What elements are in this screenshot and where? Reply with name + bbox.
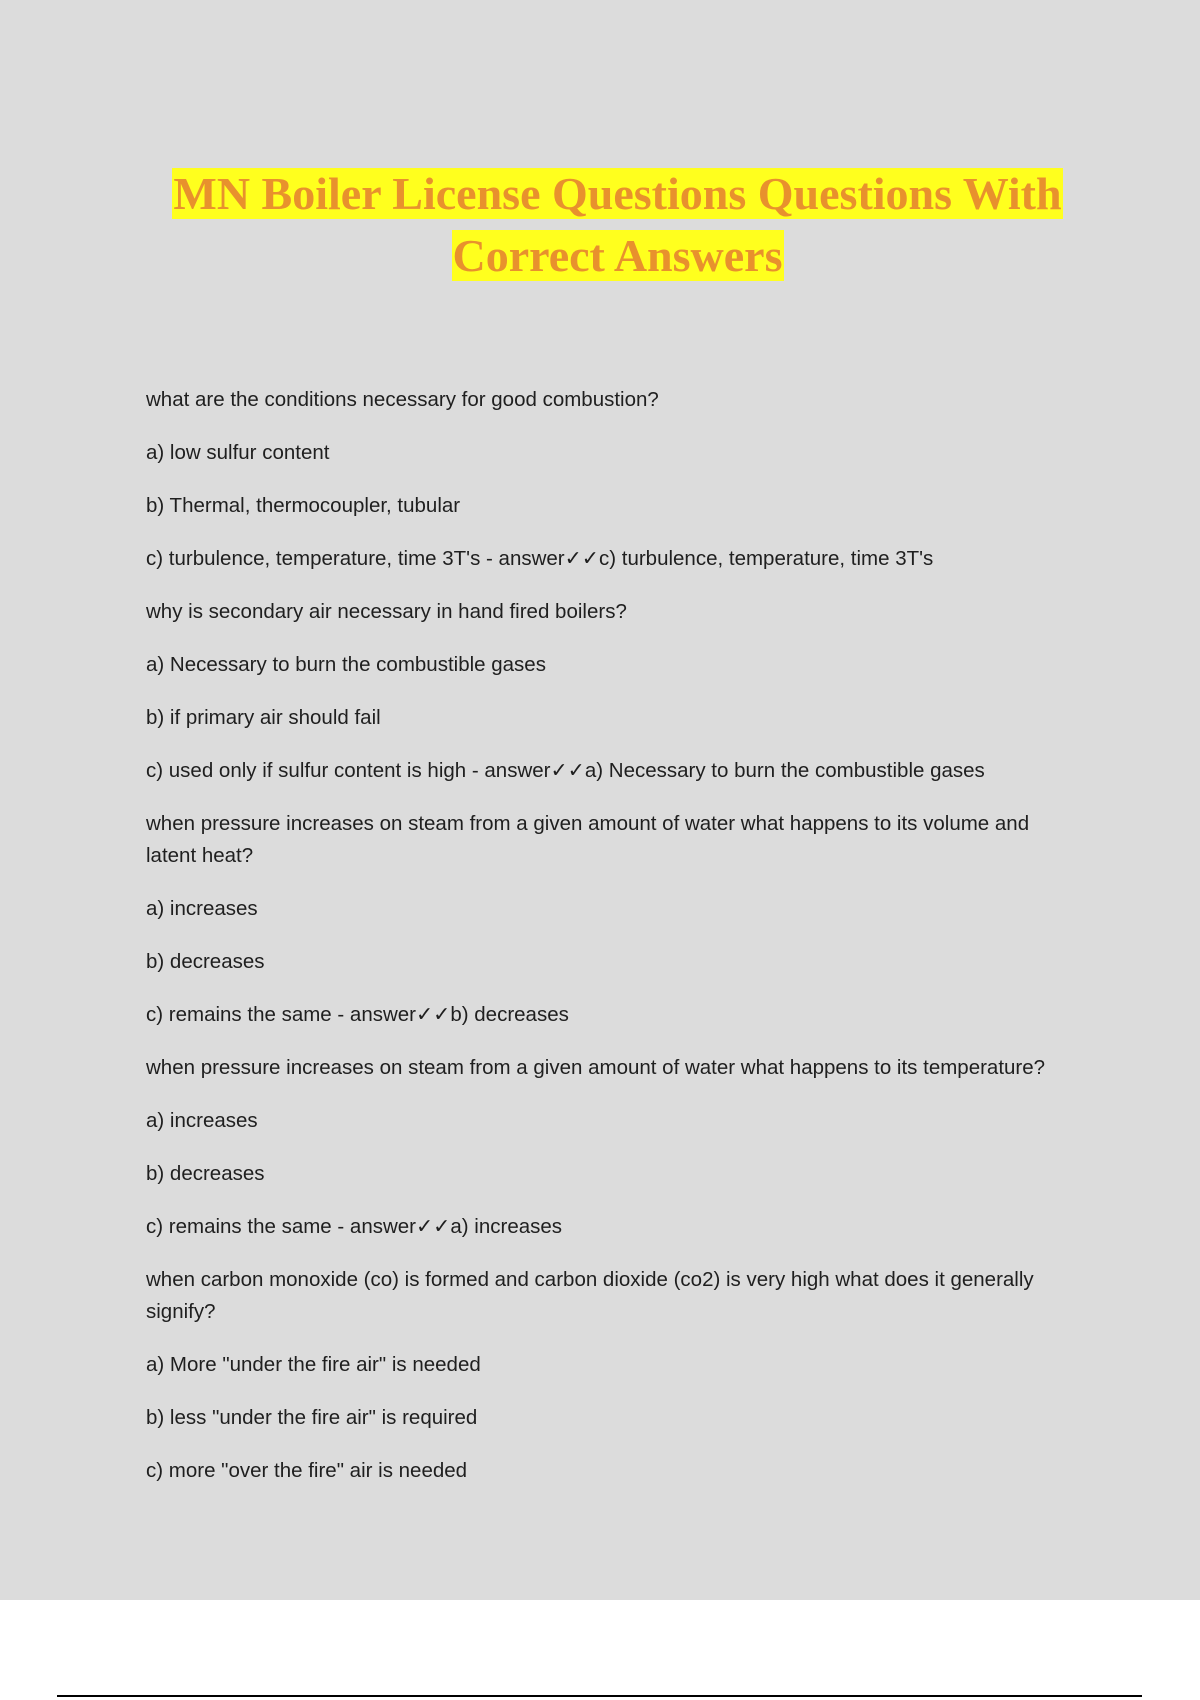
- answer-option: b) decreases: [146, 1162, 265, 1185]
- question-text: when carbon monoxide (co) is formed and carbon dioxide (co2) is very high what does it generally signify?: [146, 1268, 1034, 1323]
- question-text: what are the conditions necessary for good combustion?: [146, 388, 659, 411]
- answer-option: a) Necessary to burn the combustible gases: [146, 653, 546, 676]
- document-title: [120, 163, 1115, 287]
- answer-option: a) low sulfur content: [146, 441, 330, 464]
- question-text: why is secondary air necessary in hand fired boilers?: [146, 600, 627, 623]
- document-title-text: MN Boiler License Questions Questions With Correct Answers: [173, 168, 1062, 281]
- answer-option-with-key: c) used only if sulfur content is high - answer✓✓a) Necessary to burn the combustible gases: [146, 759, 985, 782]
- answer-option: c) more "over the fire" air is needed: [146, 1459, 468, 1482]
- question-text: when pressure increases on steam from a given amount of water what happens to its temperature?: [146, 1056, 1046, 1079]
- question-list: [146, 384, 1076, 1508]
- answer-option: a) increases: [146, 897, 258, 920]
- page-divider-line: [57, 1695, 1142, 1697]
- answer-option: b) Thermal, thermocoupler, tubular: [146, 494, 461, 517]
- answer-option: a) More "under the fire air" is needed: [146, 1353, 481, 1376]
- answer-option: b) decreases: [146, 950, 265, 973]
- answer-option: a) increases: [146, 1109, 258, 1132]
- question-text: when pressure increases on steam from a given amount of water what happens to its volume and latent heat?: [146, 812, 1030, 867]
- answer-option: b) if primary air should fail: [146, 706, 381, 729]
- answer-option: b) less "under the fire air" is required: [146, 1406, 478, 1429]
- answer-option-with-key: c) turbulence, temperature, time 3T's - answer✓✓c) turbulence, temperature, time 3T's: [146, 547, 934, 570]
- answer-option-with-key: c) remains the same - answer✓✓a) increases: [146, 1215, 563, 1238]
- answer-option-with-key: c) remains the same - answer✓✓b) decreases: [146, 1003, 569, 1026]
